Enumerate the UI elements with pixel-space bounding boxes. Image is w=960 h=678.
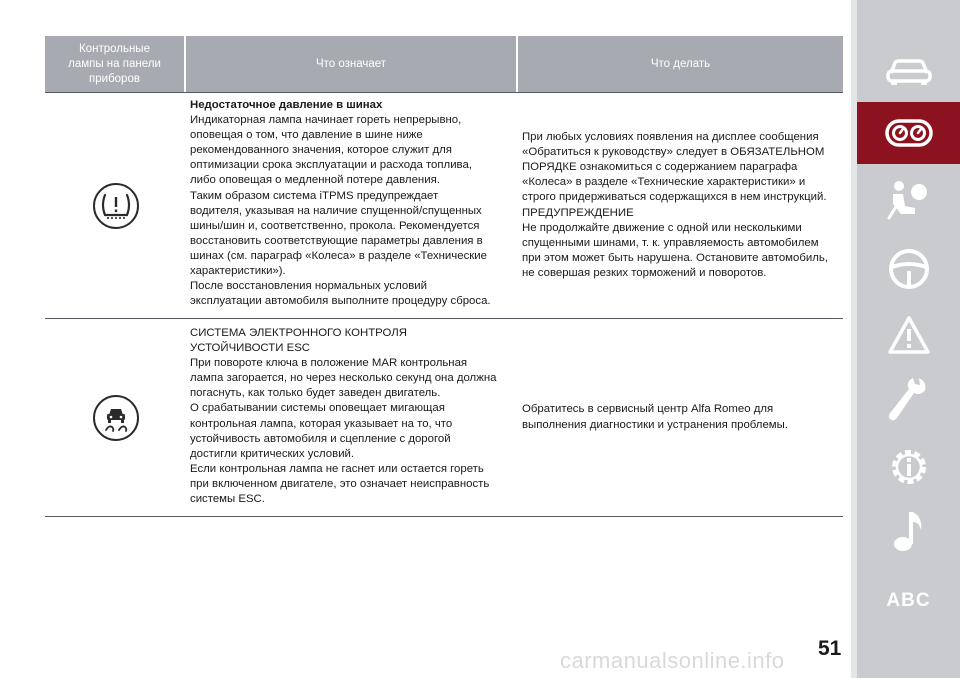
dashboard-gauges-icon [884,117,934,149]
steering-wheel-icon [887,247,931,291]
action-text [522,402,788,432]
meaning-line: системы ESC. [190,493,265,506]
sidebar-item-safety[interactable] [857,169,960,231]
page-number: 51 [818,637,842,660]
meaning-line: шинах (см. параграф «Колеса» в разделе «Технические [190,249,487,262]
wrench-icon [887,374,931,424]
abc-label: ABC [886,590,931,611]
row-title: СИСТЕМА ЭЛЕКТРОННОГО КОНТРОЛЯ [190,327,407,339]
action-line: «Колеса» в разделе «Технические характеристики» и [522,176,806,189]
meaning-line: либо оповещая о медленной потере давления. [190,174,440,187]
action-line: при этом может быть нарушена. Остановите автомобиль, [522,251,828,264]
header-warning-lights: Контрольные лампы на панели приборов [45,36,186,92]
car-icon [885,55,933,87]
warning-triangle-icon [886,314,932,356]
watermark: carmanualsonline.info [560,648,785,673]
sidebar-item-index[interactable] [857,570,960,632]
meaning-line: При повороте ключа в положение MAR контрольная [190,357,468,370]
sidebar-item-emergency[interactable] [857,304,960,366]
action-line: спущенными шинами, т. к. управляемость автомобилем [522,236,819,249]
meaning-line: контрольная лампа, которая указывает на то, что [190,417,453,430]
header-meaning: Что означает [186,36,518,92]
meaning-line: После восстановления нормальных условий [190,280,428,293]
action-cell [518,93,843,318]
meaning-line: Если контрольная лампа не гаснет или остается гореть [190,462,484,475]
info-gear-icon [886,444,932,490]
icon-cell [45,319,186,516]
meaning-line: лампа загорается, но через несколько секунд она должна [190,372,497,385]
meaning-line: достигли критических условий. [190,447,355,460]
tire-pressure-warning-icon [93,183,139,229]
action-line: При любых условиях появления на дисплее сообщения [522,131,819,144]
sidebar-item-car[interactable] [857,40,960,102]
meaning-cell [186,93,518,318]
seat-airbag-icon [885,178,933,222]
sidebar-item-dashboard[interactable] [857,102,960,164]
meaning-line: оптимизации срока эксплуатации и расхода топлива, [190,159,472,172]
action-line: ПРЕДУПРЕЖДЕНИЕ [522,206,634,219]
table-row [45,92,843,319]
meaning-line: О срабатывании системы оповещает мигающая [190,402,445,415]
sidebar-item-technical-data[interactable] [857,436,960,498]
chapter-sidebar [851,0,960,678]
action-line: строго придерживаться содержащихся в нем инструкций. [522,191,827,204]
icon-cell [45,93,186,318]
sidebar-item-multimedia[interactable] [857,500,960,562]
action-line: ПОРЯДКЕ ознакомиться с содержанием параграфа [522,161,798,174]
meaning-line: шины/шин и, соответственно, прокола. Рекомендуется [190,219,480,232]
music-note-icon [891,508,927,554]
meaning-line: рекомендованного значения, которое служит для [190,144,452,157]
meaning-cell [186,319,518,516]
sidebar-item-driving[interactable] [857,238,960,300]
action-line: Не продолжайте движение с одной или несколькими [522,221,802,234]
table-row [45,319,843,517]
action-line: Обратитесь в сервисный центр Alfa Romeo для [522,403,774,416]
meaning-line: Индикаторная лампа начинает гореть непрерывно, [190,114,462,127]
esc-skid-icon [93,395,139,441]
sidebar-item-maintenance[interactable] [857,368,960,430]
meaning-line: восстановить соответствующие параметры давления в [190,234,483,247]
meaning-line: при включенном двигателе, это означает неисправность [190,477,490,490]
action-line: «Обратиться к руководству» следует в ОБЯЗАТЕЛЬНОМ [522,146,825,159]
header-action: Что делать [518,36,843,92]
table-header [45,36,843,92]
warning-lights-table [45,36,843,517]
meaning-line: устойчивость автомобиля и сцепление с дорогой [190,432,451,445]
action-cell [518,319,843,516]
action-line: выполнения диагностики и устранения проблемы. [522,418,788,431]
row-title: Недостаточное давление в шинах [190,99,383,111]
meaning-line: оповещая о том, что давление в шине ниже [190,129,423,142]
meaning-line: Таким образом система iTPMS предупреждает [190,189,439,202]
meaning-line: характеристики»). [190,265,286,278]
action-text [522,130,828,281]
action-line: не совершая резких торможений и поворотов. [522,266,767,279]
meaning-line: эксплуатации автомобиля выполните процедуру сброса. [190,295,491,308]
row-title: УСТОЙЧИВОСТИ ESC [190,342,311,355]
meaning-line: водителя, указывая на наличие спущенной/спущенных [190,204,482,217]
meaning-line: погаснуть, как только будет заведен двигатель. [190,387,441,400]
